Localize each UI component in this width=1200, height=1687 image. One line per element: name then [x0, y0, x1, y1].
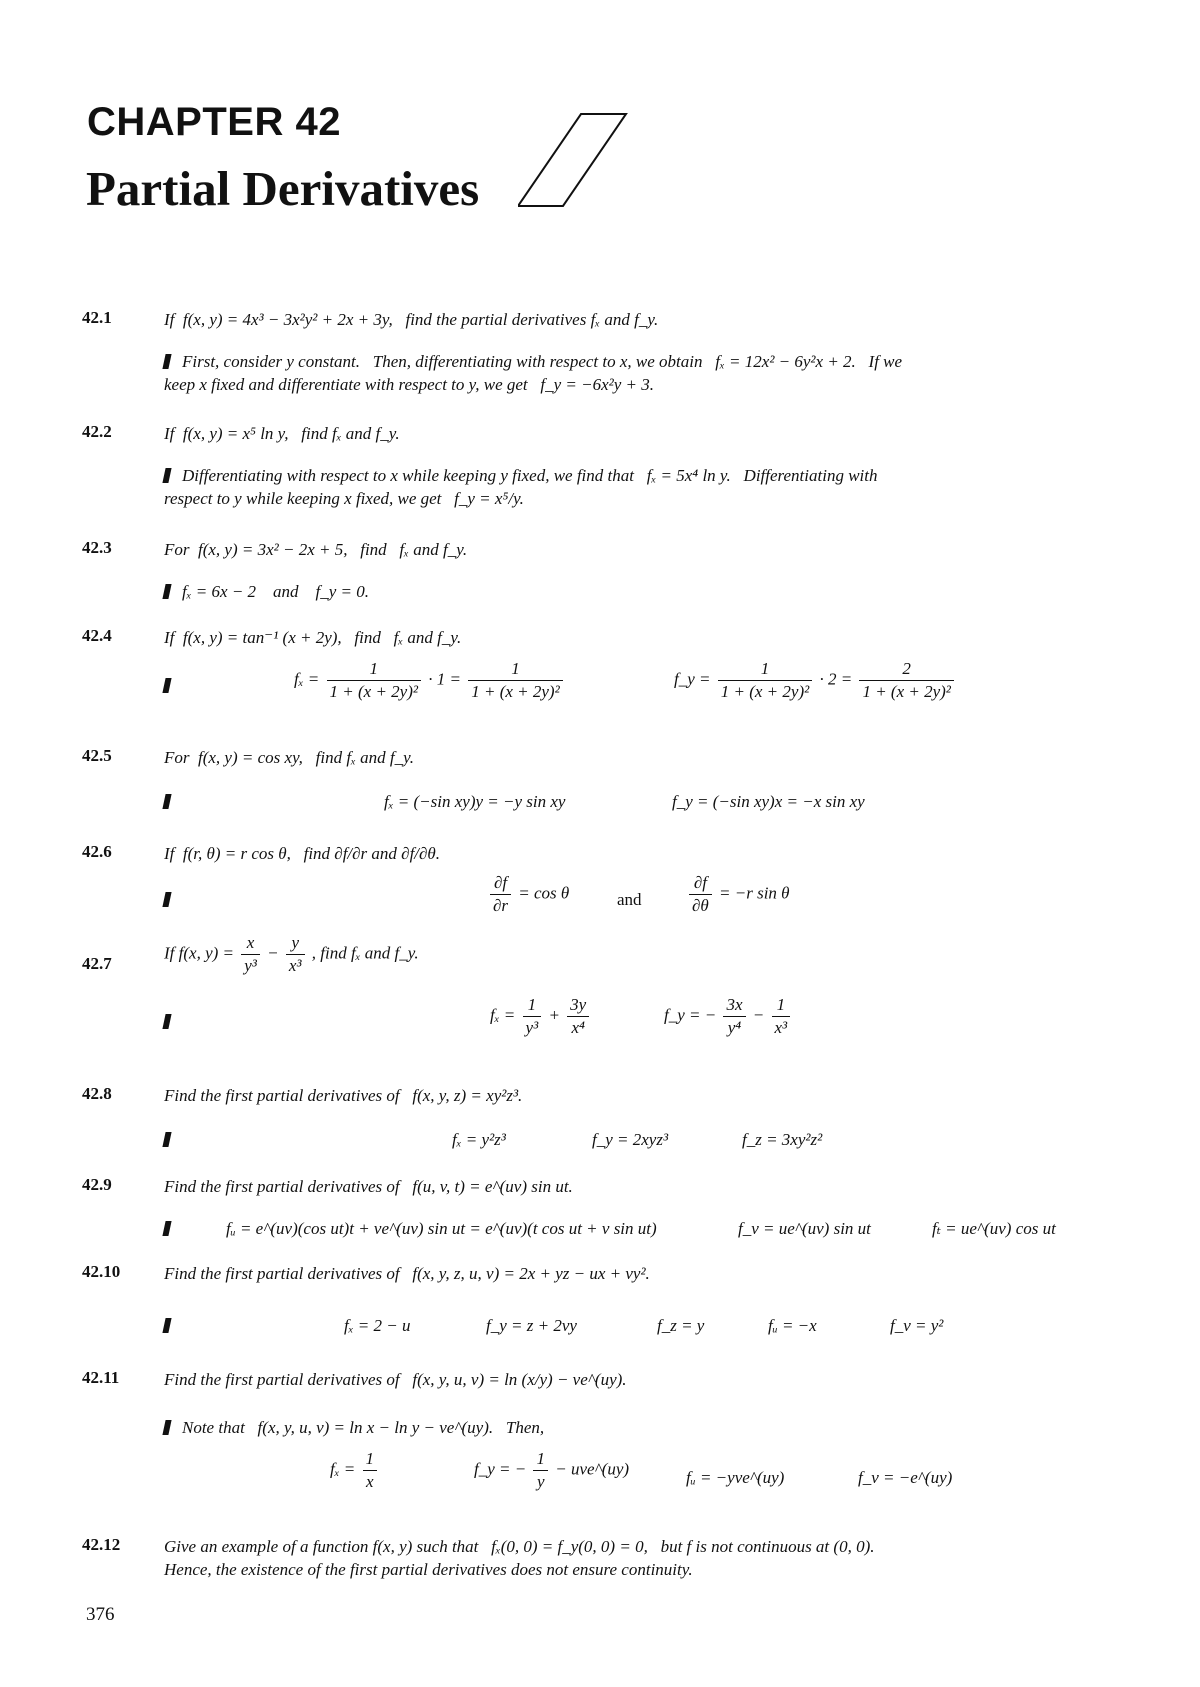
problem-number: 42.9: [82, 1175, 112, 1194]
decorative-slash-icon: [518, 110, 628, 210]
solution-marker-icon: [162, 892, 171, 907]
question-text-line: Hence, the existence of the first partial derivatives does not ensure continuity.: [164, 1560, 693, 1579]
equation-fu: fᵤ = −yve^(uy): [686, 1468, 785, 1487]
problem-question: Find the first partial derivatives of f(x, y, z, u, v) = 2x + yz − ux + vy².: [164, 1264, 650, 1283]
equation-fy: f_y = 2xyz³: [592, 1130, 669, 1149]
equation-fz: f_z = y: [657, 1316, 705, 1335]
equation-fx: fₓ = (−sin xy)y = −y sin xy: [384, 792, 566, 811]
equation-fv: f_v = −e^(uy): [858, 1468, 953, 1487]
problem-question: If f(x, y) = tan⁻¹ (x + 2y), find fₓ and f_y.: [164, 628, 462, 647]
equation-fz: f_z = 3xy²z²: [742, 1130, 823, 1149]
connector-and: and: [617, 890, 642, 909]
solution-marker-icon: [162, 468, 171, 483]
solution-text-line: First, consider y constant. Then, differentiating with respect to x, we obtain fₓ = 12x² − 6y²x + 2. If we: [182, 352, 903, 371]
solution-text-line: fₓ = 6x − 2 and f_y = 0.: [182, 582, 370, 601]
solution-marker-icon: [162, 678, 171, 693]
problem-number: 42.10: [82, 1262, 121, 1281]
problem-solution-note: [164, 1416, 1132, 1439]
solution-marker-icon: [162, 1221, 171, 1236]
problem-question: For f(x, y) = 3x² − 2x + 5, find fₓ and f_y.: [164, 540, 468, 559]
equation-fv: f_v = ue^(uv) sin ut: [738, 1219, 871, 1238]
problem-question: If f(r, θ) = r cos θ, find ∂f/∂r and ∂f/∂θ.: [164, 844, 441, 863]
equation-fu: fᵤ = e^(uv)(cos ut)t + ve^(uv) sin ut = e^(uv)(t cos ut + v sin ut): [226, 1219, 657, 1238]
problem-solution: [164, 580, 1132, 603]
problem-number: 42.6: [82, 842, 112, 861]
equation-fy: f_y = $\frac{1}{\text{1 + (x + 2y)²}}$ · 2 = $\frac{2}{\text{1 + (x + 2y)²}}$: [674, 658, 957, 703]
solution-marker-icon: [162, 1014, 171, 1029]
equation-df-dr: $\frac{\partial f}{\partial r}$ = cos θ: [487, 872, 569, 917]
solution-marker-icon: [162, 584, 171, 599]
solution-marker-icon: [162, 794, 171, 809]
solution-text-line: keep x fixed and differentiate with respect to y, we get f_y = −6x²y + 3.: [164, 375, 655, 394]
equation-fy: f_y = z + 2vy: [486, 1316, 577, 1335]
problem-number: 42.3: [82, 538, 112, 557]
solution-text-line: Note that f(x, y, u, v) = ln x − ln y − ve^(uy). Then,: [182, 1418, 545, 1437]
problem-number: 42.1: [82, 308, 112, 327]
equation-fy: f_y = − $\frac{1}{y}$ − uve^(uy): [474, 1449, 630, 1491]
equation-fy: f_y = (−sin xy)x = −x sin xy: [672, 792, 865, 811]
equation-ft: fₜ = ue^(uv) cos ut: [932, 1219, 1056, 1238]
problem-number: 42.8: [82, 1084, 112, 1103]
problem-number: 42.2: [82, 422, 112, 441]
problem-question: If f(x, y) = x⁵ ln y, find fₓ and f_y.: [164, 424, 400, 443]
equation-fx: fₓ = y²z³: [452, 1130, 506, 1149]
problem-question: If f(x, y) = $\frac{x}{\text{y³}}$ − $\frac{y}{\text{x³}}$ , find fₓ and f_y.: [164, 933, 419, 975]
question-text-line: Give an example of a function f(x, y) such that fₓ(0, 0) = f_y(0, 0) = 0, but f is not continuous at (0, 0).: [164, 1537, 875, 1556]
problem-solution: [164, 350, 1132, 396]
equation-fv: f_v = y²: [890, 1316, 944, 1335]
problem-question: Find the first partial derivatives of f(x, y, u, v) = ln (x/y) − ve^(uy).: [164, 1370, 627, 1389]
solution-marker-icon: [162, 354, 171, 369]
solution-marker-icon: [162, 1420, 171, 1435]
page-number: 376: [86, 1604, 115, 1625]
chapter-label: CHAPTER 42: [87, 100, 341, 144]
equation-fx: fₓ = $\frac{1}{x}$: [330, 1448, 380, 1493]
solution-marker-icon: [162, 1132, 171, 1147]
equation-fx: fₓ = $\frac{1}{\text{1 + (x + 2y)²}}$ · 1 = $\frac{1}{\text{1 + (x + 2y)²}}$: [294, 658, 566, 703]
equation-fx: fₓ = 2 − u: [344, 1316, 411, 1335]
problem-question: Find the first partial derivatives of f(u, v, t) = e^(uv) sin ut.: [164, 1177, 573, 1196]
problem-question: If f(x, y) = 4x³ − 3x²y² + 2x + 3y, find the partial derivatives fₓ and f_y.: [164, 310, 659, 329]
problem-question: For f(x, y) = cos xy, find fₓ and f_y.: [164, 748, 415, 767]
solution-text-line: respect to y while keeping x fixed, we get f_y = x⁵/y.: [164, 489, 524, 508]
problem-question: [164, 1535, 1124, 1581]
equation-fy: f_y = − $\frac{3x}{\text{y⁴}}$ − $\frac{1}{\text{x³}}$: [664, 994, 793, 1039]
problem-solution: [164, 464, 1132, 510]
problem-number: 42.7: [82, 954, 112, 973]
problem-number: 42.12: [82, 1535, 121, 1554]
problem-question: Find the first partial derivatives of f(x, y, z) = xy²z³.: [164, 1086, 523, 1105]
chapter-title: Partial Derivatives: [86, 161, 480, 216]
equation-fu: fᵤ = −x: [768, 1316, 817, 1335]
solution-marker-icon: [162, 1318, 171, 1333]
equation-fx: fₓ = $\frac{1}{\text{y³}}$ + $\frac{3y}{\text{x⁴}}$: [490, 994, 592, 1039]
problem-number: 42.11: [82, 1368, 120, 1387]
problem-number: 42.4: [82, 626, 112, 645]
solution-text-line: Differentiating with respect to x while keeping y fixed, we find that fₓ = 5x⁴ ln y. Differentiating with: [182, 466, 878, 485]
problem-number: 42.5: [82, 746, 112, 765]
equation-df-dtheta: $\frac{\partial f}{\partial\theta}$ = −r sin θ: [686, 872, 790, 917]
